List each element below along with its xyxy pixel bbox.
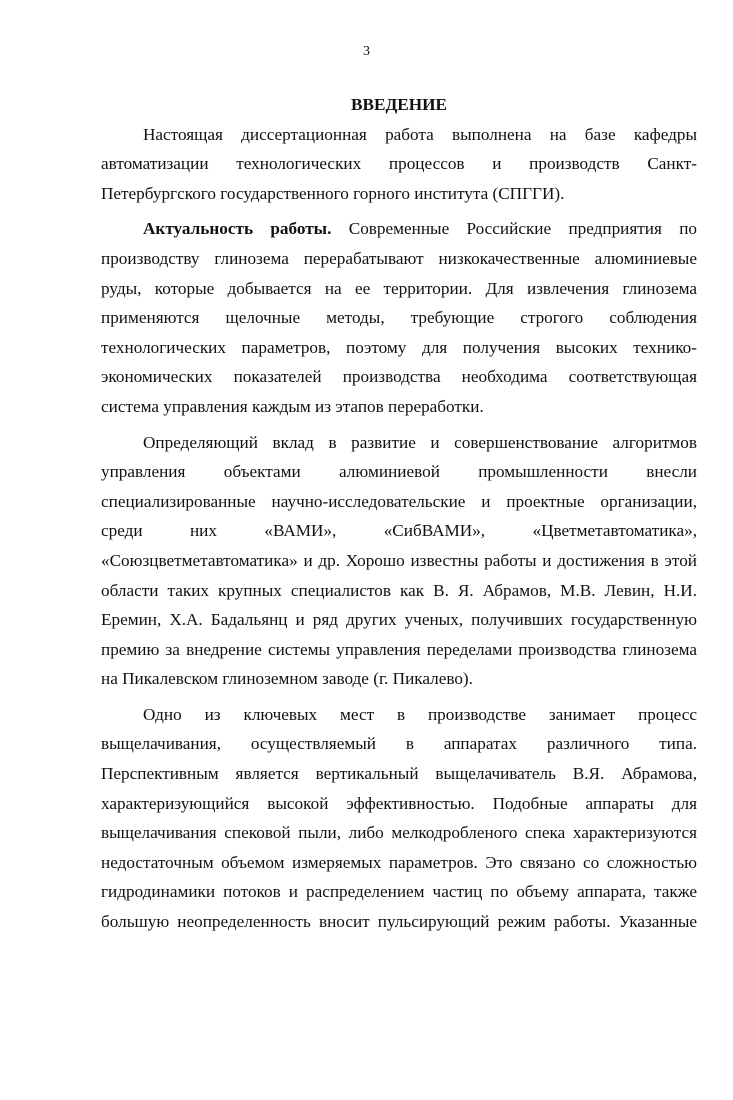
document-body xyxy=(101,90,697,943)
section-heading: ВВЕДЕНИЕ xyxy=(351,95,447,114)
text-line: Петербургского государственного горного института (СПГГИ). xyxy=(101,183,565,203)
text-line-rest: Современные Российские предприятия по xyxy=(331,219,698,239)
text-line: среди них «ВАМИ», «СибВАМИ», «Цветметавтоматика», xyxy=(101,521,697,541)
text-line: экономических показателей производства необходима соответствующая xyxy=(101,367,697,387)
text-line: система управления каждым из этапов переработки. xyxy=(101,396,484,416)
text-line: гидродинамики потоков и распределением частиц по объему аппарата, также xyxy=(101,882,697,902)
text-line: производству глинозема перерабатывают низкокачественные алюминиевые xyxy=(101,248,697,268)
text-line: автоматизации технологических процессов и производств Санкт- xyxy=(101,154,697,174)
text-line: недостаточным объемом измеряемых параметров. Это связано со сложностью xyxy=(101,852,697,872)
paragraph-relevance xyxy=(101,214,697,421)
text-line: характеризующийся высокой эффективностью. Подобные аппараты для xyxy=(101,793,697,813)
text-line: на Пикалевском глиноземном заводе (г. Пикалево). xyxy=(101,669,473,689)
text-line: выщелачивания, осуществляемый в аппаратах различного типа. xyxy=(101,734,697,754)
text-line: большую неопределенность вносит пульсирующий режим работы. Указанные xyxy=(101,912,697,932)
text-line xyxy=(101,214,697,244)
text-line: технологических параметров, поэтому для получения высоких технико- xyxy=(101,337,697,357)
paragraph-intro xyxy=(101,120,697,209)
paragraph-contributors xyxy=(101,428,697,694)
text-line: Определяющий вклад в развитие и совершенствование алгоритмов xyxy=(143,432,697,452)
relevance-lead: Актуальность работы. xyxy=(143,219,332,239)
text-line: Одно из ключевых мест в производстве занимает процесс xyxy=(143,704,697,724)
text-line: применяются щелочные методы, требующие строгого соблюдения xyxy=(101,308,697,328)
text-line: премию за внедрение системы управления переделами производства глинозема xyxy=(101,639,697,659)
text-line: управления объектами алюминиевой промышленности внесли xyxy=(101,462,697,482)
page-number: 3 xyxy=(363,44,370,59)
text-line: специализированные научно-исследовательские и проектные организации, xyxy=(101,491,697,511)
text-line: Перспективным является вертикальный выщелачиватель В.Я. Абрамова, xyxy=(101,764,697,784)
text-line: выщелачивания спековой пыли, либо мелкодробленого спека характеризуются xyxy=(101,823,697,843)
text-line: Настоящая диссертационная работа выполнена на базе кафедры xyxy=(143,124,697,144)
text-line: области таких крупных специалистов как В. Я. Абрамов, М.В. Левин, Н.И. xyxy=(101,580,697,600)
paragraph-leaching xyxy=(101,700,697,937)
text-line: Еремин, Х.А. Бадальянц и ряд других ученых, получивших государственную xyxy=(101,610,697,630)
text-line: «Союзцветметавтоматика» и др. Хорошо известны работы и достижения в этой xyxy=(101,550,697,570)
text-line: руды, которые добывается на ее территории. Для извлечения глинозема xyxy=(101,278,697,298)
